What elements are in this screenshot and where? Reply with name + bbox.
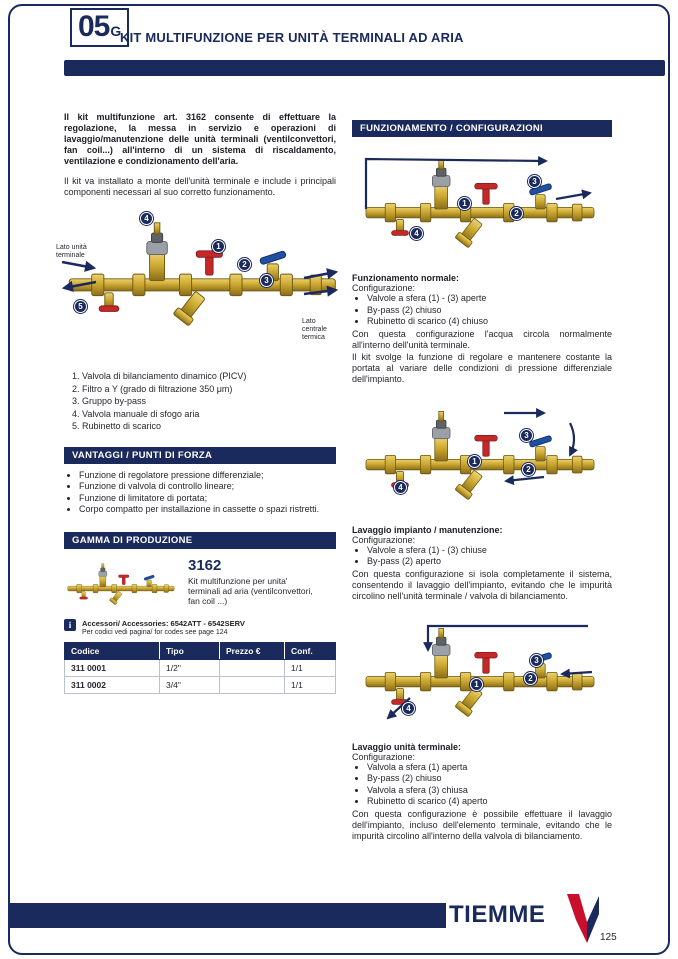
cell-prezzo [220,676,285,693]
product-code: 3162 [188,556,222,574]
callout-badge: 4 [140,212,153,225]
component-item: 2. Filtro a Y (grado di filtrazione 350 μm) [82,383,336,396]
component-item: 3. Gruppo by-pass [82,395,336,408]
label-lato-unita-terminale: Lato unità terminale [56,244,87,259]
config-diagram-lavaggio-unita [358,614,598,738]
config-paragraph: Con questa configurazione si isola completamente il sistema, consentendo il lavaggio dell'impianto, evitando che le impurità circolino nell'unità terminale / valvola di bilanciamento. [352,568,612,601]
product-description: Kit multifunzione per unita' terminali ad aria (ventilconvettori, fan coil ...) [188,575,313,606]
product-thumbnail-image [64,557,176,613]
callout-badge: 1 [458,197,471,210]
page-title: KIT MULTIFUNZIONE PER UNITÀ TERMINALI AD ARIA [120,30,464,45]
callout-badge: 3 [530,654,543,667]
config-bullet-list [352,293,612,328]
callout-badge: 2 [524,672,537,685]
config-bullet: • Valvole a sfera (1) - (3) aperte [367,293,612,305]
price-table [64,642,336,694]
cell-conf: 1/1 [285,676,336,693]
config-bullet: • By-pass (2) chiuso [367,773,612,785]
vantaggi-section-bar: VANTAGGI / PUNTI DI FORZA [64,447,336,464]
flow-arrows [388,626,592,718]
cell-codice: 311 0002 [65,676,160,693]
callout-badge: 2 [522,463,535,476]
kit-image [60,206,340,346]
config-heading: Lavaggio impianto / manutenzione: [352,524,503,535]
kit-image [358,614,598,734]
callout-badge: 4 [410,227,423,240]
label-lato-centrale-termica: Lato centrale termica [302,318,327,341]
main-kit-diagram [56,206,340,364]
vantaggi-list [64,470,336,516]
table-row [65,659,336,676]
callout-badge: 1 [468,455,481,468]
callout-badge: 2 [238,258,251,271]
page-number: 125 [600,932,617,943]
section-code: 05 [78,10,110,43]
cell-codice: 311 0001 [65,659,160,676]
callout-badge: 3 [260,274,273,287]
callout-badge: 1 [212,240,225,253]
cell-conf: 1/1 [285,659,336,676]
config-section-lavaggio-impianto [352,525,612,602]
col-header-conf: Conf. [285,642,336,659]
config-bullet: • Rubinetto di scarico (4) aperto [367,796,612,808]
config-label: Configurazione: [352,283,416,293]
config-paragraph: Con questa configurazione l'acqua circola normalmente all'interno dell'unità terminale. [352,328,612,350]
callout-badge: 4 [394,481,407,494]
info-icon: i [64,619,76,631]
advantage-item: • Funzione di valvola di controllo lineare; [79,481,336,493]
component-item: 1. Valvola di bilanciamento dinamico (PICV) [82,370,336,383]
config-bullet-list [352,762,612,808]
callout-badge: 3 [520,429,533,442]
config-heading: Lavaggio unità terminale: [352,741,462,752]
intro-paragraph-1: Il kit multifunzione art. 3162 consente di effettuare la regolazione, la messa in servizio e operazioni di lavaggio/manutenzione delle unità terminali (ventilconvettori, fan coil...) all'interno di un sistema di riscaldamento, ventilazione e condizionamento dell'aria. [64,112,336,166]
cell-tipo: 3/4" [160,676,220,693]
config-bullet: • Rubinetto di scarico (4) chiuso [367,316,612,328]
accessories-codes: Accessori/ Accessories: 6542ATT - 6542SERV [82,618,245,628]
callout-badge: 4 [402,702,415,715]
col-header-prezzo: Prezzo € [220,642,285,659]
config-heading: Funzionamento normale: [352,273,460,283]
intro-paragraph-2: Il kit va installato a monte dell'unità terminale e include i principali componenti necessari al suo corretto funzionamento. [64,176,336,197]
col-header-codice: Codice [65,642,160,659]
config-section-lavaggio-unita [352,742,612,842]
config-label: Configurazione: [352,751,416,762]
gamma-section-bar: GAMMA DI PRODUZIONE [64,532,336,549]
component-item: 5. Rubinetto di scarico [82,420,336,433]
title-underline-bar [64,60,665,76]
right-column [352,120,612,842]
funzionamento-section-bar: FUNZIONAMENTO / CONFIGURAZIONI [352,120,612,137]
callout-badge: 2 [510,207,523,220]
config-label: Configurazione: [352,534,416,545]
price-table-header-row [65,642,336,659]
cell-tipo: 1/2" [160,659,220,676]
brand-logo-mark-icon [566,892,600,944]
component-list [64,370,336,433]
kit-image [358,145,598,265]
config-paragraph: Il kit svolge la funzione di regolare e mantenere costante la portata al variare delle condizioni di pressione differenziale dell'impianto. [352,351,612,384]
accessories-page-note: Per codici vedi pagina/ for codes see page 124 [82,628,228,636]
config-bullet: • Valvole a sfera (1) - (3) chiuse [367,545,612,557]
callout-badge: 3 [528,175,541,188]
advantage-item: • Corpo compatto per installazione in cassette o spazi ristretti. [79,504,336,516]
product-info [188,557,313,606]
config-paragraph: Con questa configurazione è possibile effettuare il lavaggio dell'impianto, incluso dell'elemento terminale, evitando che le impurità circolino all'interno della valvola di bilanciamento. [352,808,612,841]
config-bullet: • By-pass (2) aperto [367,556,612,568]
component-item: 4. Valvola manuale di sfogo aria [82,408,336,421]
footer-bar [9,903,446,928]
config-diagram-normale [358,145,598,269]
brand-logo-text: TIEMME [449,901,546,928]
advantage-item: • Funzione di regolatore pressione differenziale; [79,470,336,482]
table-row [65,676,336,693]
config-bullet-list [352,545,612,568]
config-section-normale [352,273,612,385]
config-diagram-lavaggio-impianto [358,397,598,521]
config-bullet: • Valvola a sfera (3) chiusa [367,785,612,797]
callout-badge: 1 [470,678,483,691]
callout-badge: 5 [74,300,87,313]
col-header-tipo: Tipo [160,642,220,659]
section-code-sub: G [110,23,122,39]
left-column [56,112,336,694]
advantage-item: • Funzione di limitatore di portata; [79,493,336,505]
accessories-info-row [64,619,336,637]
accessories-text [82,619,245,637]
config-bullet: • Valvola a sfera (1) aperta [367,762,612,774]
config-bullet: • By-pass (2) chiuso [367,305,612,317]
product-row [64,557,336,613]
cell-prezzo [220,659,285,676]
